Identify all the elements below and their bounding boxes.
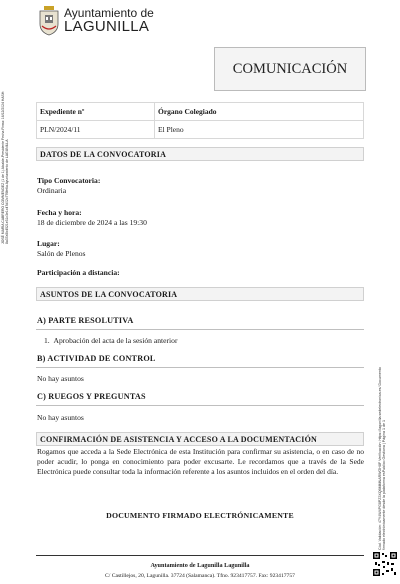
signature-side-stamp (2, 74, 14, 244)
fecha-label: Fecha y hora: (37, 208, 82, 217)
qr-code-icon (372, 551, 398, 577)
lugar-label: Lugar: (37, 239, 60, 248)
agenda-item-text: Aprobación del acta de la sesión anterior (53, 336, 178, 345)
org-line1: Ayuntamiento de (64, 6, 154, 20)
org-line2: LAGUNILLA (64, 18, 150, 35)
footer-divider (36, 555, 364, 556)
divider (36, 367, 364, 368)
expediente-table (36, 102, 364, 139)
signature-side-text: JOSÉ MARÍA CABRERO COMMENDEZ (1 de 1) Alcalde-Presidente Fecha Firma: 16/12/2024 HASH: 8a37a5b4521e31c3e1c47d02c776fe6a Ayuntamiento de LAGUNILLA (1, 90, 9, 244)
footer-org: Ayuntamiento de Lagunilla Lagunilla (150, 562, 250, 569)
expediente-value: PLN/2024/11 (37, 121, 155, 139)
lugar-value: Salón de Plenos (37, 249, 86, 258)
tipo-value: Ordinaria (37, 186, 67, 195)
validation-side-text: Cód. Validación: 47Y4W4PG8PZ3XQ6MMNARWGH8F Verificación: https://lagunilla.sedelectronica.es/ Documento firmado electrónicamente desde la plataforma esPublico Gestiona | Página 1 de 1 (378, 367, 386, 550)
validation-side-stamp (378, 360, 398, 550)
divider (36, 329, 364, 330)
organo-header: Órgano Colegiado (155, 103, 364, 121)
table-row (37, 121, 364, 139)
organization-name (64, 7, 154, 33)
section-confirmacion: CONFIRMACIÓN DE ASISTENCIA Y ACCESO A LA DOCUMENTACIÓN (36, 432, 364, 446)
distancia-label: Participación a distancia: (37, 268, 120, 277)
tipo-label: Tipo Convocatoria: (37, 176, 101, 185)
divider (36, 405, 364, 406)
signed-notice: DOCUMENTO FIRMADO ELECTRÓNICAMENTE (106, 511, 294, 520)
part-b-text: No hay asuntos (37, 374, 84, 383)
part-c-text: No hay asuntos (37, 413, 84, 422)
footer-address: C/ Castillejos, 20, Lagunilla. 37724 (Salamanca). Tfno. 923417757. Fax: 923417757 (105, 573, 295, 579)
section-asuntos-convocatoria: ASUNTOS DE LA CONVOCATORIA (36, 287, 364, 301)
part-b-title: B) ACTIVIDAD DE CONTROL (37, 354, 156, 363)
section-datos-convocatoria: DATOS DE LA CONVOCATORIA (36, 147, 364, 161)
agenda-item (44, 336, 177, 345)
part-c-title: C) RUEGOS Y PREGUNTAS (37, 392, 146, 401)
fecha-value: 18 de diciembre de 2024 a las 19:30 (37, 218, 147, 227)
part-a-title: A) PARTE RESOLUTIVA (37, 316, 134, 325)
expediente-header: Expediente nº (37, 103, 155, 121)
table-row (37, 103, 364, 121)
document-type: COMUNICACIÓN (232, 60, 348, 77)
agenda-item-number: 1. (44, 336, 54, 345)
municipal-coat-of-arms-logo (38, 6, 60, 36)
organo-value: El Pleno (155, 121, 364, 139)
confirmacion-text: Rogamos que acceda a la Sede Electrónica de esta Institución para confirmar su asistencia, o en caso de no poder acudir, lo ponga en conocimiento para poder excusarte. Le recordamos que a través de la Sede Electrónica puede consultar toda la información referente a los asuntos incluidos en el orden del día. (37, 447, 364, 477)
document-type-box (214, 47, 366, 91)
